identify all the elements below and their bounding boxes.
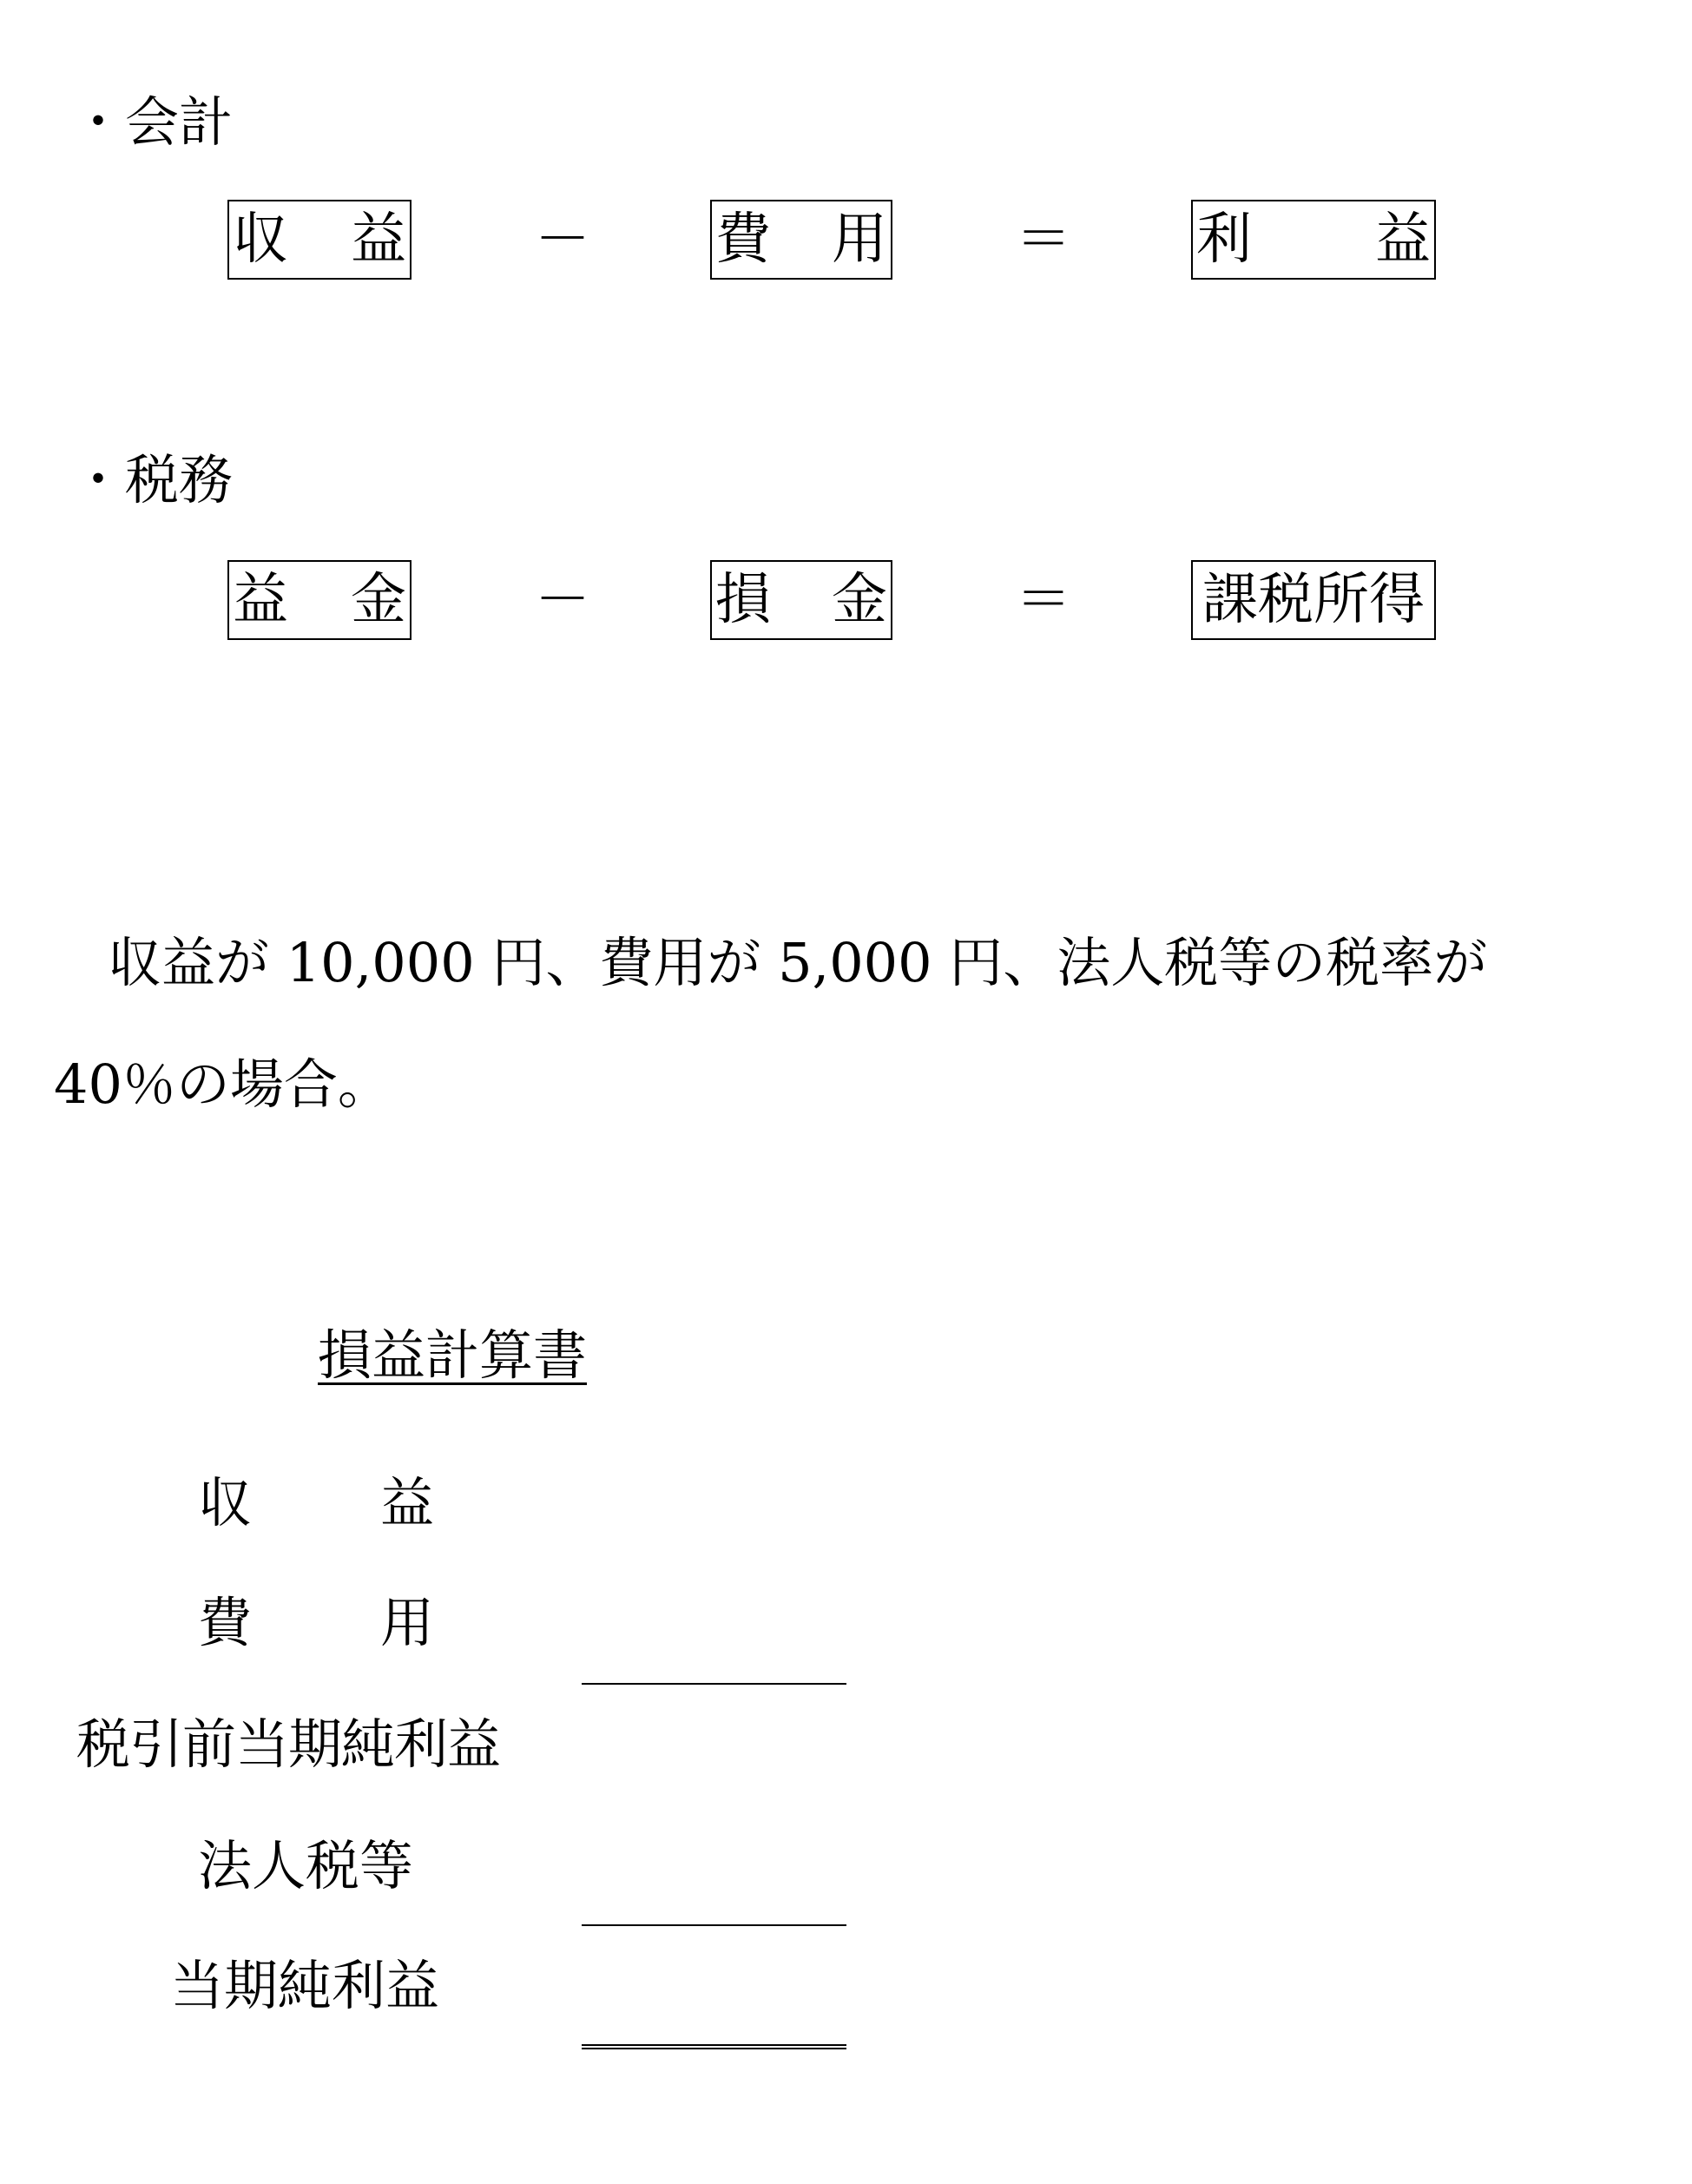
tax-taxable-income-label: 課税所得 — [1202, 568, 1425, 632]
accounting-revenue-char-1: 収 — [233, 208, 288, 272]
tax-heading: ・税務 — [71, 448, 234, 511]
subtotal-rule-1 — [582, 1683, 846, 1685]
accounting-profit-char-2: 益 — [1375, 208, 1431, 272]
revenue-char-1: 収 — [198, 1471, 253, 1534]
income-statement-expense-label — [198, 1591, 434, 1654]
accounting-heading: ・会計 — [71, 90, 234, 154]
example-paragraph-line-1: 収益が 10,000 円、費用が 5,000 円、法人税等の税率が — [54, 931, 1488, 994]
accounting-equals-sign: ＝ — [1016, 208, 1071, 272]
subtotal-rule-2 — [582, 1924, 846, 1926]
accounting-profit-char-1: 利 — [1196, 208, 1252, 272]
income-statement-net-income-label: 当期純利益 — [170, 1954, 440, 2017]
tax-gross-revenue-box — [227, 560, 411, 640]
income-statement-tax-label: 法人税等 — [198, 1834, 414, 1897]
accounting-expense-char-2: 用 — [832, 208, 887, 272]
tax-deductible-char-1: 損 — [715, 568, 771, 632]
accounting-expense-char-1: 費 — [715, 208, 771, 272]
example-paragraph-line-2: 40％の場合。 — [54, 1052, 392, 1116]
tax-gross-revenue-char-1: 益 — [233, 568, 288, 632]
expense-char-2: 用 — [379, 1591, 434, 1654]
accounting-revenue-box — [227, 200, 411, 280]
income-statement-revenue-label — [198, 1471, 434, 1534]
accounting-profit-box — [1191, 200, 1436, 280]
tax-equals-sign: ＝ — [1016, 568, 1071, 632]
tax-minus-sign: － — [535, 568, 590, 632]
tax-taxable-income-box — [1191, 560, 1436, 640]
income-statement-title: 損益計算書 — [318, 1323, 588, 1387]
total-double-rule — [582, 2044, 846, 2049]
accounting-expense-box — [710, 200, 892, 280]
tax-gross-revenue-char-2: 金 — [351, 568, 406, 632]
expense-char-1: 費 — [198, 1591, 253, 1654]
tax-deductible-box — [710, 560, 892, 640]
revenue-char-2: 益 — [379, 1471, 434, 1534]
tax-deductible-char-2: 金 — [832, 568, 887, 632]
accounting-minus-sign: － — [535, 208, 590, 272]
income-statement-pretax-label: 税引前当期純利益 — [76, 1712, 501, 1776]
accounting-revenue-char-2: 益 — [351, 208, 406, 272]
